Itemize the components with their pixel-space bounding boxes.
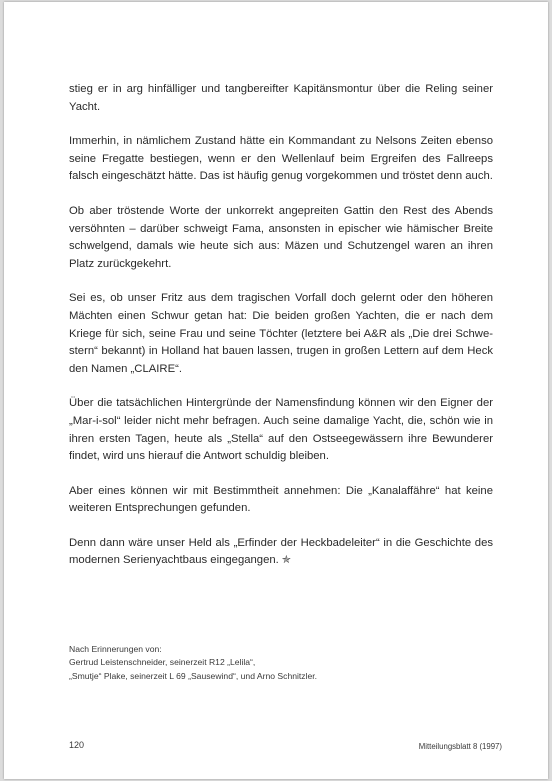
paragraph-4: Sei es, ob unser Fritz aus dem tragischen Vorfall doch gelernt oder den höheren Mächten einen Schwur getan hat: Die beiden großen Yachten, die er nach dem Kriege für sich, seine Frau und seine Töchter (letztere bei A&R als „Die drei Schwestern“ bekannt) in Holland hat bauen lassen, trugen in großen Lettern auf dem Heck den Namen „CLAIRE“. <box>69 292 493 375</box>
paragraph-7 <box>69 535 493 570</box>
end-mark-icon: ✯ <box>281 554 291 567</box>
paragraph-7-text: Denn dann wäre unser Held als „Erfinder der Heckbadeleiter“ in die Geschichte des modernen Serienyachtbaus eingegangen. <box>69 536 493 567</box>
paragraph-5: Über die tatsächlichen Hintergründe der Namensfindung können wir den Eigner der „Mar-i-sol“ leider nicht mehr befragen. Auch seine damalige Yacht, die, schön wie in ihren ersten Tagen, heute als „Stella“ auf den Ostseegewässern ihre Bewunderer findet, wird uns hierauf die Antwort schuldig bleiben. <box>69 397 493 463</box>
journal-reference: Mitteilungsblatt 8 (1997) <box>418 742 502 751</box>
footnote-line-2: Gertrud Leistenschneider, seinerzeit R12 „Lelila“, <box>69 657 256 668</box>
footnote-line-3: „Smutje“ Plake, seinerzeit L 69 „Sausewind“, und Arno Schnitzler. <box>69 670 318 681</box>
paragraph-2: Immerhin, in nämlichem Zustand hätte ein Kommandant zu Nelsons Zeiten ebenso seine Fregatte bestiegen, wenn er den Wellenlauf beim Ergreifen des Fallreeps falsch eingeschätzt hätte. Das ist häufig genug vorgekommen und tröstet denn auch. <box>69 135 493 183</box>
paragraph-6: Aber eines können wir mit Bestimmtheit annehmen: Die „Kanalaffähre“ hat keine weiteren Entsprechungen gefunden. <box>69 484 493 515</box>
paragraph-3: Ob aber tröstende Worte der unkorrekt angepreiten Gattin den Rest des Abends versöhnten – darüber schweigt Fama, ansonsten in epischer wie hämischer Breite schwelgend, damals wie heute sich aus: Mäzen und Schutzengel waren an ihren Platz zurückgekehrt. <box>69 204 493 270</box>
footnote-line-1: Nach Erinnerungen von: <box>69 644 162 654</box>
article-body <box>69 81 493 587</box>
paragraph-1: stieg er in arg hinfälliger und tangbereifter Kapitänsmontur über die Reling seiner Yacht. <box>69 83 493 113</box>
page-number: 120 <box>69 740 85 750</box>
footnote <box>69 643 499 683</box>
document-page <box>4 2 548 779</box>
